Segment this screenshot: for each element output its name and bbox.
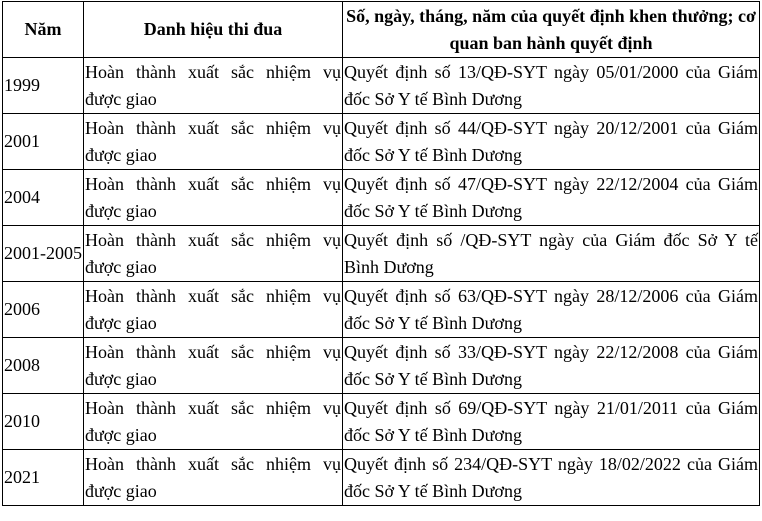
decision-cell: Quyết định số 63/QĐ-SYT ngày 28/12/2006 của Giám đốc Sở Y tế Bình Dương bbox=[343, 282, 760, 338]
table-row bbox=[3, 58, 760, 114]
header-year: Năm bbox=[3, 2, 84, 58]
title-cell: Hoàn thành xuất sắc nhiệm vụ được giao bbox=[84, 170, 343, 226]
header-title: Danh hiệu thi đua bbox=[84, 2, 343, 58]
table-row bbox=[3, 394, 760, 450]
title-cell: Hoàn thành xuất sắc nhiệm vụ được giao bbox=[84, 450, 343, 506]
year-cell: 2010 bbox=[3, 394, 84, 450]
header-row bbox=[3, 2, 760, 58]
year-cell: 1999 bbox=[3, 58, 84, 114]
decision-cell: Quyết định số 69/QĐ-SYT ngày 21/01/2011 của Giám đốc Sở Y tế Bình Dương bbox=[343, 394, 760, 450]
decision-cell: Quyết định số 13/QĐ-SYT ngày 05/01/2000 của Giám đốc Sở Y tế Bình Dương bbox=[343, 58, 760, 114]
year-cell: 2001-2005 bbox=[3, 226, 84, 282]
decision-cell: Quyết định số 33/QĐ-SYT ngày 22/12/2008 của Giám đốc Sở Y tế Bình Dương bbox=[343, 338, 760, 394]
year-cell: 2021 bbox=[3, 450, 84, 506]
title-cell: Hoàn thành xuất sắc nhiệm vụ được giao bbox=[84, 282, 343, 338]
awards-table bbox=[2, 1, 760, 506]
title-cell: Hoàn thành xuất sắc nhiệm vụ được giao bbox=[84, 114, 343, 170]
title-cell: Hoàn thành xuất sắc nhiệm vụ được giao bbox=[84, 394, 343, 450]
decision-cell: Quyết định số 44/QĐ-SYT ngày 20/12/2001 của Giám đốc Sở Y tế Bình Dương bbox=[343, 114, 760, 170]
table-row bbox=[3, 170, 760, 226]
decision-cell: Quyết định số /QĐ-SYT ngày của Giám đốc Sở Y tế Bình Dương bbox=[343, 226, 760, 282]
header-decision: Số, ngày, tháng, năm của quyết định khen thưởng; cơ quan ban hành quyết định bbox=[343, 2, 760, 58]
table-row bbox=[3, 282, 760, 338]
table-row bbox=[3, 338, 760, 394]
year-cell: 2008 bbox=[3, 338, 84, 394]
year-cell: 2001 bbox=[3, 114, 84, 170]
year-cell: 2006 bbox=[3, 282, 84, 338]
table-row bbox=[3, 226, 760, 282]
decision-cell: Quyết định số 47/QĐ-SYT ngày 22/12/2004 của Giám đốc Sở Y tế Bình Dương bbox=[343, 170, 760, 226]
decision-cell: Quyết định số 234/QĐ-SYT ngày 18/02/2022 của Giám đốc Sở Y tế Bình Dương bbox=[343, 450, 760, 506]
table-row bbox=[3, 114, 760, 170]
year-cell: 2004 bbox=[3, 170, 84, 226]
table-row bbox=[3, 450, 760, 506]
title-cell: Hoàn thành xuất sắc nhiệm vụ được giao bbox=[84, 338, 343, 394]
title-cell: Hoàn thành xuất sắc nhiệm vụ được giao bbox=[84, 226, 343, 282]
title-cell: Hoàn thành xuất sắc nhiệm vụ được giao bbox=[84, 58, 343, 114]
